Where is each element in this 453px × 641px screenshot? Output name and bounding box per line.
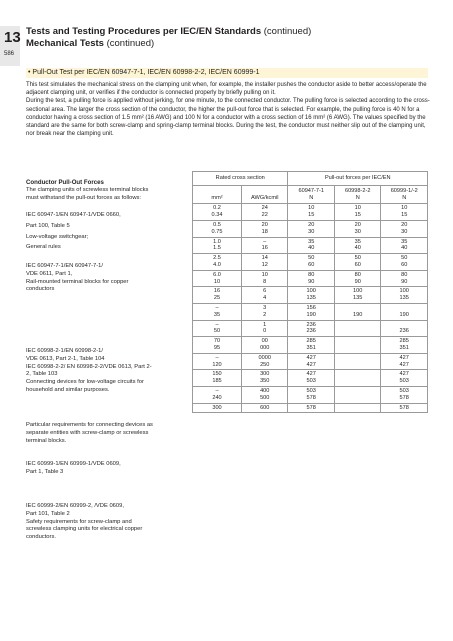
cell-std1: 100 135 (288, 287, 334, 304)
table-row (193, 320, 428, 337)
cell-std3: 503 578 (381, 386, 428, 403)
side-heading: Conductor Pull-Out Forces (26, 179, 104, 186)
cell-std2: 20 30 (334, 220, 380, 237)
cell-awg: 14 12 (242, 254, 288, 271)
table-row (193, 204, 428, 221)
cell-mm2: – 35 (193, 303, 242, 320)
col-std1-header: 60947-7-1 N (288, 185, 334, 204)
cell-std1: 236 236 (288, 320, 334, 337)
block-line: IEC 60999-1/EN 60999-1/VDE 0609, (26, 461, 121, 467)
cell-std2: 100 135 (334, 287, 380, 304)
cell-mm2: – 120 (193, 353, 242, 370)
cell-mm2: – 240 (193, 386, 242, 403)
col-std3-header: 60999-1/-2 N (381, 185, 428, 204)
intro-text (26, 81, 430, 138)
block-line: IEC 60998-2-2/ EN 60998-2-2/VDE 0613, Part 2-2, Table 103 (26, 363, 152, 378)
cell-std2 (334, 320, 380, 337)
block-line: Part 101, Table 2 (26, 510, 70, 517)
block-line: IEC 60999-2/EN 60999-2, /VDE 0609, (26, 503, 124, 509)
cell-mm2: 6.0 10 (193, 270, 242, 287)
standard-block-3 (26, 348, 154, 395)
cell-awg: 1 0 (242, 320, 288, 337)
standard-block-4 (26, 422, 154, 445)
block-line: IEC 60998-2-1/EN 60998-2-1/ (26, 348, 104, 354)
cell-awg: 6 4 (242, 287, 288, 304)
pull-out-forces-table (192, 171, 428, 413)
cell-std3: 50 60 (381, 254, 428, 271)
side-intro (26, 179, 154, 202)
cell-mm2: 0.2 0.34 (193, 204, 242, 221)
side-intro-text: The clamping units of screwless terminal blocks must withstand the pull-out forces as follows: (26, 186, 149, 201)
cell-std1: 50 60 (288, 254, 334, 271)
cell-awg: 3 2 (242, 303, 288, 320)
cell-std1: 80 90 (288, 270, 334, 287)
cell-std3: 578 (381, 403, 428, 413)
block-line: VDE 0613, Part 2-1, Table 104 (26, 355, 105, 362)
cell-awg: 20 18 (242, 220, 288, 237)
page-title (26, 26, 311, 49)
table-group-header (193, 172, 428, 186)
cell-mm2: 150 185 (193, 370, 242, 387)
group-cross-header: Rated cross section (193, 172, 288, 186)
cell-std2: 10 15 (334, 204, 380, 221)
cell-std1: 578 (288, 403, 334, 413)
cell-std1: 20 30 (288, 220, 334, 237)
cell-awg: 400 500 (242, 386, 288, 403)
intro-paragraph: This test simulates the mechanical stress on the clamping unit when, for example, the installer pushes the conductor aside to better access/operate the adjacent clamping unit, or verifies if the conductor is connected properly by briefly pulling on it. (26, 82, 427, 97)
col-mm2-header: mm² (193, 185, 242, 204)
cell-std2: 190 (334, 303, 380, 320)
cell-mm2: 2.5 4.0 (193, 254, 242, 271)
table-row (193, 287, 428, 304)
table-body (193, 204, 428, 413)
cell-std2 (334, 386, 380, 403)
table-row (193, 254, 428, 271)
cell-std2 (334, 403, 380, 413)
standard-block-1 (26, 212, 154, 252)
cell-mm2: 16 25 (193, 287, 242, 304)
table-column-header (193, 185, 428, 204)
cell-mm2: 0.5 0.75 (193, 220, 242, 237)
cell-std3: 236 (381, 320, 428, 337)
cell-std3: 10 15 (381, 204, 428, 221)
cell-awg: 300 350 (242, 370, 288, 387)
cell-std2: 35 40 (334, 237, 380, 254)
cell-awg: – 16 (242, 237, 288, 254)
cell-std3: 190 (381, 303, 428, 320)
page-number: 586 (4, 51, 15, 57)
standard-block-6 (26, 503, 154, 542)
cell-std2 (334, 353, 380, 370)
block-line: IEC 60947-7-1/EN 60947-7-1/ (26, 263, 104, 269)
title-line1-suffix: (continued) (261, 26, 312, 37)
block-line: IEC 60947-1/EN 60947-1/VDE 0660, (26, 212, 121, 218)
col-std2-header: 60998-2-2 N (334, 185, 380, 204)
cell-mm2: 70 95 (193, 337, 242, 354)
cell-std1: 156 190 (288, 303, 334, 320)
title-line2-suffix: (continued) (103, 37, 155, 49)
section-number: 13 (4, 29, 21, 46)
table-row (193, 370, 428, 387)
block-line: Particular requirements for connecting devices as separate entities with screw-clamp or screwless terminal blocks. (26, 422, 153, 444)
standard-block-2 (26, 263, 154, 294)
block-line: Low-voltage switchgear; (26, 233, 89, 240)
cell-std1: 427 427 (288, 353, 334, 370)
standard-block-5 (26, 461, 154, 477)
table-row (193, 220, 428, 237)
table-row (193, 403, 428, 413)
block-line: VDE 0611, Part 1, (26, 270, 73, 277)
cell-std1: 35 40 (288, 237, 334, 254)
title-line1: Tests and Testing Procedures per IEC/EN Standards (26, 26, 262, 37)
section-heading: • Pull-Out Test per IEC/EN 60947-7-1, IEC/EN 60998-2-2, IEC/EN 60999-1 (28, 69, 260, 76)
cell-std2 (334, 337, 380, 354)
cell-std2: 80 90 (334, 270, 380, 287)
cell-std3: 100 135 (381, 287, 428, 304)
cell-awg: 10 8 (242, 270, 288, 287)
cell-awg: 0000 250 (242, 353, 288, 370)
group-force-header: Pull-out forces per IEC/EN (288, 172, 428, 186)
table-row (193, 386, 428, 403)
table-row (193, 337, 428, 354)
block-line: Connecting devices for low-voltage circuits for household and similar purposes. (26, 379, 144, 393)
cell-mm2: 1.0 1.5 (193, 237, 242, 254)
cell-std2: 50 60 (334, 254, 380, 271)
cell-mm2: – 50 (193, 320, 242, 337)
table-row (193, 303, 428, 320)
block-line: Rail-mounted terminal blocks for copper conductors (26, 278, 129, 293)
cell-std3: 427 427 (381, 353, 428, 370)
cell-awg: 600 (242, 403, 288, 413)
cell-std1: 427 503 (288, 370, 334, 387)
table-row (193, 237, 428, 254)
col-awg-header: AWG/kcmil (242, 185, 288, 204)
cell-awg: 00 000 (242, 337, 288, 354)
cell-std3: 20 30 (381, 220, 428, 237)
block-line: Part 100, Table 5 (26, 222, 70, 229)
table-row (193, 353, 428, 370)
block-line: General rules (26, 244, 61, 251)
cell-std3: 427 503 (381, 370, 428, 387)
cell-mm2: 300 (193, 403, 242, 413)
table-row (193, 270, 428, 287)
cell-std3: 35 40 (381, 237, 428, 254)
title-line2: Mechanical Tests (26, 37, 104, 49)
cell-std3: 80 90 (381, 270, 428, 287)
cell-std1: 285 351 (288, 337, 334, 354)
cell-std3: 285 351 (381, 337, 428, 354)
block-line: Safety requirements for screw-clamp and screwless clamping units for electrical copper conductors. (26, 518, 143, 541)
cell-std1: 503 578 (288, 386, 334, 403)
cell-awg: 24 22 (242, 204, 288, 221)
intro-paragraph: During the test, a pulling force is applied without jerking, for one minute, to the connected conductor. The pulling force is selected according to the cross-sectional area. The larger the cross section of the conductor, the higher the pull-out force that is selected. For example, the pulling force is 40 N for a conductor having a cross section of 1.5 mm² (16 AWG) and 100 N for a conductor with a cross section of 16 mm² (6 AWG). The values specified by the standard are the same for both screw-clamp and spring-clamp terminal blocks. During the test, the conductor must neither slip out of the clamping unit, nor break near the clamping unit. (26, 98, 430, 138)
cell-std2 (334, 370, 380, 387)
block-line: Part 1, Table 3 (26, 468, 64, 475)
cell-std1: 10 15 (288, 204, 334, 221)
